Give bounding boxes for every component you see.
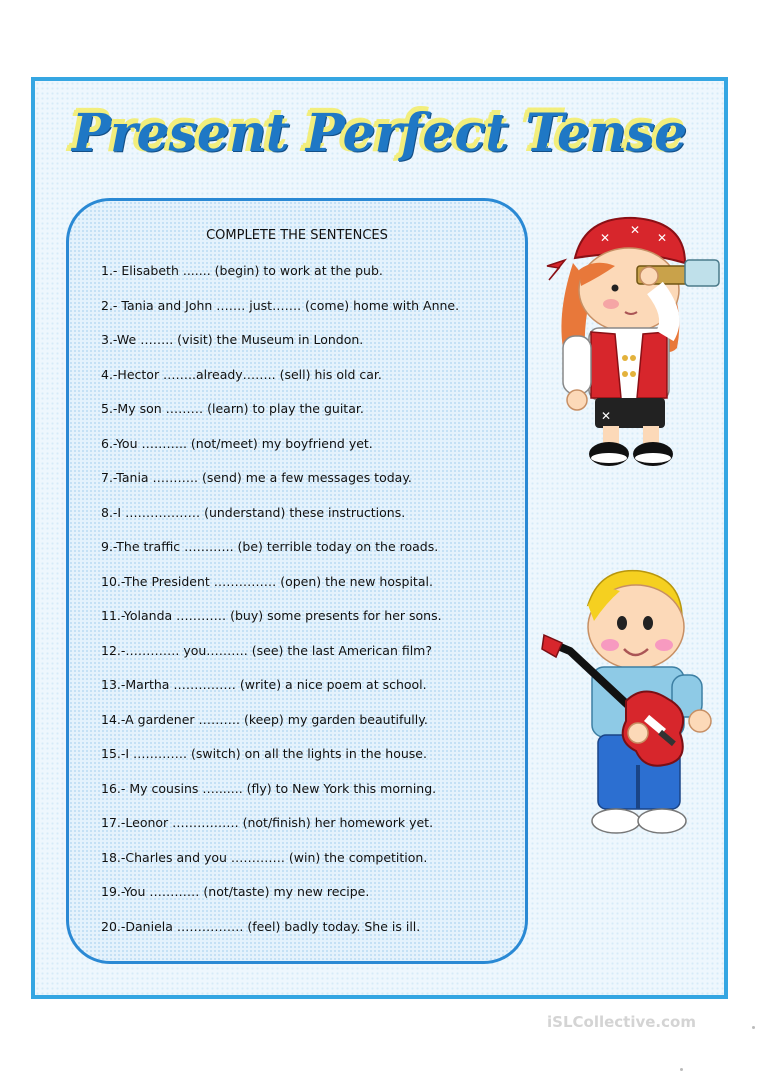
pirate-girl-illustration [545,208,725,478]
sentence-item: 10.-The President …………… (open) the new hospital. [101,573,433,589]
svg-text:✕: ✕ [600,231,611,245]
sentence-item: 8.-I ……………… (understand) these instructions. [101,504,406,520]
sentence-item: 7.-Tania ……….. (send) me a few messages today. [101,470,412,485]
worksheet-title: Present Perfect Tense [72,103,687,164]
sentence-item: 12.-…………. you………. (see) the last American film? [101,642,432,658]
exercise-instructions: COMPLETE THE SENTENCES [206,228,388,243]
sentence-item: 16.- My cousins …....... (fly) to New York this morning. [101,780,437,796]
sentence-item: 9.-The traffic …….….. (be) terrible today on the roads. [101,539,439,554]
sentence-list [101,260,511,950]
sentence-item: 20.-Daniela ……………. (feel) badly today. She is ill. [101,918,421,934]
sentence-item: 4.-Hector ……..already…….. (sell) his old car. [101,366,382,382]
sentence-item: 1.- Elisabeth ....... (begin) to work at the pub. [101,263,383,278]
svg-text:✕: ✕ [601,409,612,423]
sentence-item: 18.-Charles and you …………. (win) the competition. [101,849,428,865]
sentence-item: 17.-Leonor ……………. (not/finish) her homework yet. [101,815,434,830]
watermark: iSLCollective.com [547,1013,696,1031]
decorative-dot [680,1068,683,1071]
sentence-item: 19.-You ………… (not/taste) my new recipe. [101,884,370,899]
sentence-item: 2.- Tania and John ……. just……. (come) home with Anne. [101,297,460,313]
svg-text:✕: ✕ [657,231,668,245]
sentence-item: 14.-A gardener ………. (keep) my garden beautifully. [101,711,428,727]
sentence-item: 5.-My son ……… (learn) to play the guitar. [101,401,364,416]
decorative-dot [752,1026,755,1029]
sentence-item: 15.-I …………. (switch) on all the lights in the house. [101,746,427,761]
sentence-item: 6.-You ……….. (not/meet) my boyfriend yet. [101,435,373,451]
boy-with-guitar-illustration [540,565,720,845]
svg-text:✕: ✕ [630,223,641,237]
sentence-item: 11.-Yolanda ………… (buy) some presents for her sons. [101,608,442,623]
sentence-item: 3.-We …….. (visit) the Museum in London. [101,332,364,347]
sentence-item: 13.-Martha …………… (write) a nice poem at school. [101,677,427,692]
